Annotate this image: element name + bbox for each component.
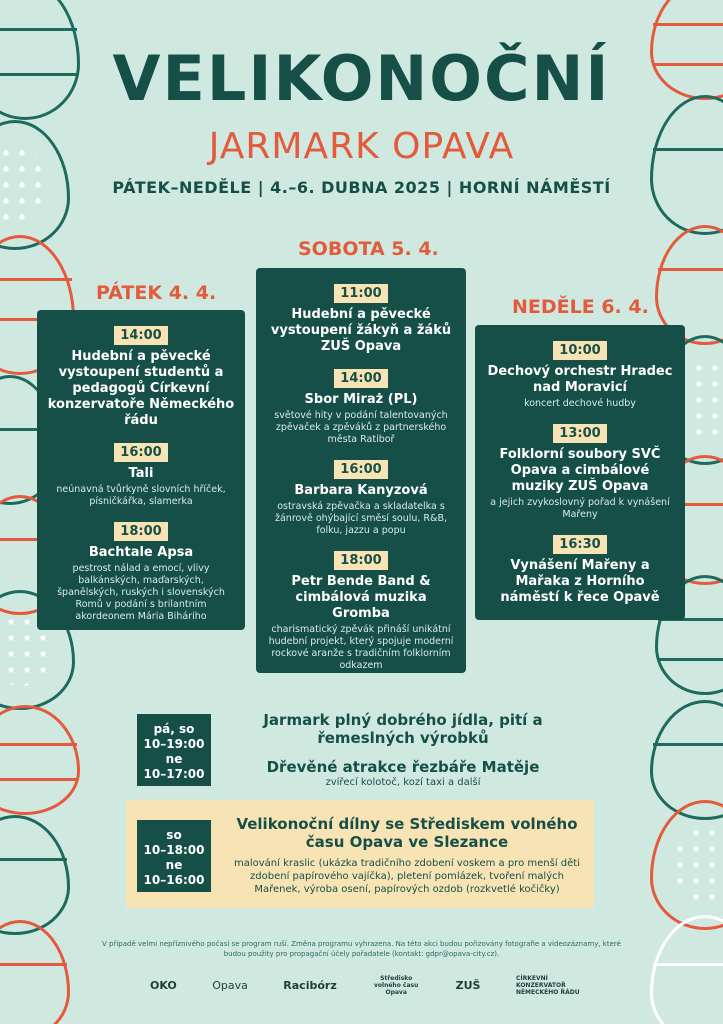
friday-heading: PÁTEK 4. 4.: [96, 282, 217, 304]
hours-line: 10–17:00: [143, 767, 205, 781]
market-hours-box: [137, 714, 211, 786]
saturday-program-panel: [256, 268, 466, 673]
friday-program-panel: [37, 310, 245, 630]
logo-svc-opava: Středisko volného času Opava: [374, 974, 419, 996]
time-chip: 16:30: [553, 535, 606, 554]
time-chip: 11:00: [334, 284, 387, 303]
hours-line: ne: [165, 858, 183, 872]
program-slot: [266, 367, 456, 446]
saturday-heading: SOBOTA 5. 4.: [298, 238, 439, 260]
hours-line: pá, so: [153, 722, 195, 736]
logo-raciborz: Racibórz: [283, 978, 337, 992]
market-info: [258, 711, 548, 789]
decorative-egg: [0, 815, 70, 935]
program-slot: [485, 422, 675, 521]
event-description: charismatický zpěvák přináší unikátní hudební projekt, který spojuje moderní rockové aranže s tradičním folklorním odkazem: [268, 624, 454, 671]
page-subtitle: JARMARK OPAVA: [208, 126, 515, 167]
logo-opava: Opava: [212, 978, 248, 992]
logo-zus: ZUŠ: [455, 978, 481, 992]
program-slot: [485, 533, 675, 606]
page-title: VELIKONOČNÍ: [112, 42, 611, 115]
decorative-egg: [650, 915, 723, 1024]
event-title: Vynášení Mařeny a Mařaka z Horního náměstí k řece Opavě: [500, 558, 660, 605]
event-title: Hudební a pěvecké vystoupení žákyň a žáků ZUŠ Opava: [270, 307, 452, 354]
workshop-description: malování kraslic (ukázka tradičního zdobení voskem a pro menší děti zdobení papírového vajíčka), pletení pomlázek, tvoření malých Mařenek, výroba osení, papírových ozdob (rozkvetlé kočičky): [234, 858, 580, 895]
workshop-hours-box: [137, 820, 211, 892]
hours-line: 10–16:00: [143, 873, 205, 887]
event-dateline: PÁTEK–NEDĚLE | 4.–6. DUBNA 2025 | HORNÍ NÁMĚSTÍ: [112, 178, 611, 197]
program-slot: [47, 324, 235, 429]
hours-line: ne: [165, 752, 183, 766]
attractions-heading: Dřevěné atrakce řezbáře Matěje: [266, 758, 540, 776]
event-description: a jejich zvykoslovný pořad k vynášení Mařeny: [490, 497, 670, 520]
event-title: Bachtale Apsa: [88, 545, 194, 560]
program-slot: [266, 458, 456, 537]
attractions-description: zvířecí kolotoč, kozí taxi a další: [325, 777, 481, 788]
program-slot: [47, 520, 235, 623]
event-description: koncert dechové hudby: [524, 398, 636, 409]
event-title: Dechový orchestr Hradec nad Moravicí: [487, 364, 673, 395]
program-slot: [266, 549, 456, 672]
event-title: Tali: [128, 466, 154, 481]
event-title: Folklorní soubory SVČ Opava a cimbálové muziky ZUŠ Opava: [499, 447, 661, 494]
time-chip: 16:00: [334, 460, 387, 479]
event-title: Petr Bende Band & cimbálová muzika Gromba: [291, 574, 431, 621]
program-slot: [266, 282, 456, 355]
event-title: Barbara Kanyzová: [294, 483, 428, 498]
logo-konzervator: CÍRKEVNÍ KONZERVATOŘ NĚMECKÉHO ŘÁDU: [515, 974, 580, 996]
program-slot: [47, 441, 235, 508]
decorative-egg: [650, 800, 723, 930]
event-description: pestrost nálad a emocí, vlivy balkánských, maďarských, španělských, ruských i slovenských Romů v podání s brilantním akordeonem Mária Biháriho: [57, 563, 225, 622]
partner-logos: [150, 970, 580, 1000]
logo-oko: OKO: [150, 978, 177, 992]
hours-line: 10–19:00: [143, 737, 205, 751]
sunday-heading: NEDĚLE 6. 4.: [512, 296, 649, 318]
event-description: světové hity v podání talentovaných zpěvaček a zpěváků z partnerského města Ratiboř: [274, 410, 448, 445]
workshop-info: [226, 815, 588, 896]
time-chip: 14:00: [334, 369, 387, 388]
decorative-egg: [0, 920, 70, 1024]
hours-line: so: [166, 828, 182, 842]
time-chip: 18:00: [334, 551, 387, 570]
footer-note: V případě velmi nepříznivého počasí se program ruší. Změna programu vyhrazena. Na této akci budou pořizovány fotografie a videozáznamy, které budou použity pro propagační účely pořadatele (kontakt: gdpr@opava-city.cz).: [102, 940, 621, 958]
sunday-program-panel: [475, 325, 685, 620]
event-description: neúnavná tvůrkyně slovních hříček, písničkářka, slamerka: [56, 484, 226, 507]
time-chip: 13:00: [553, 424, 606, 443]
event-title: Hudební a pěvecké vystoupení studentů a pedagogů Církevní konzervatoře Německého řádu: [47, 349, 235, 428]
market-heading: Jarmark plný dobrého jídla, pití a řemeslných výrobků: [263, 711, 543, 747]
event-title: Sbor Miraż (PL): [304, 392, 418, 407]
time-chip: 18:00: [114, 522, 167, 541]
workshop-heading: Velikonoční dílny se Střediskem volného času Opava ve Slezance: [236, 815, 578, 851]
hours-line: 10–18:00: [143, 843, 205, 857]
program-slot: [485, 339, 675, 410]
decorative-egg: [0, 705, 80, 815]
event-description: ostravská zpěvačka a skladatelka s žánrově ohýbající směsí soulu, R&B, folku, jazzu a popu: [275, 501, 447, 536]
time-chip: 16:00: [114, 443, 167, 462]
time-chip: 14:00: [114, 326, 167, 345]
time-chip: 10:00: [553, 341, 606, 360]
